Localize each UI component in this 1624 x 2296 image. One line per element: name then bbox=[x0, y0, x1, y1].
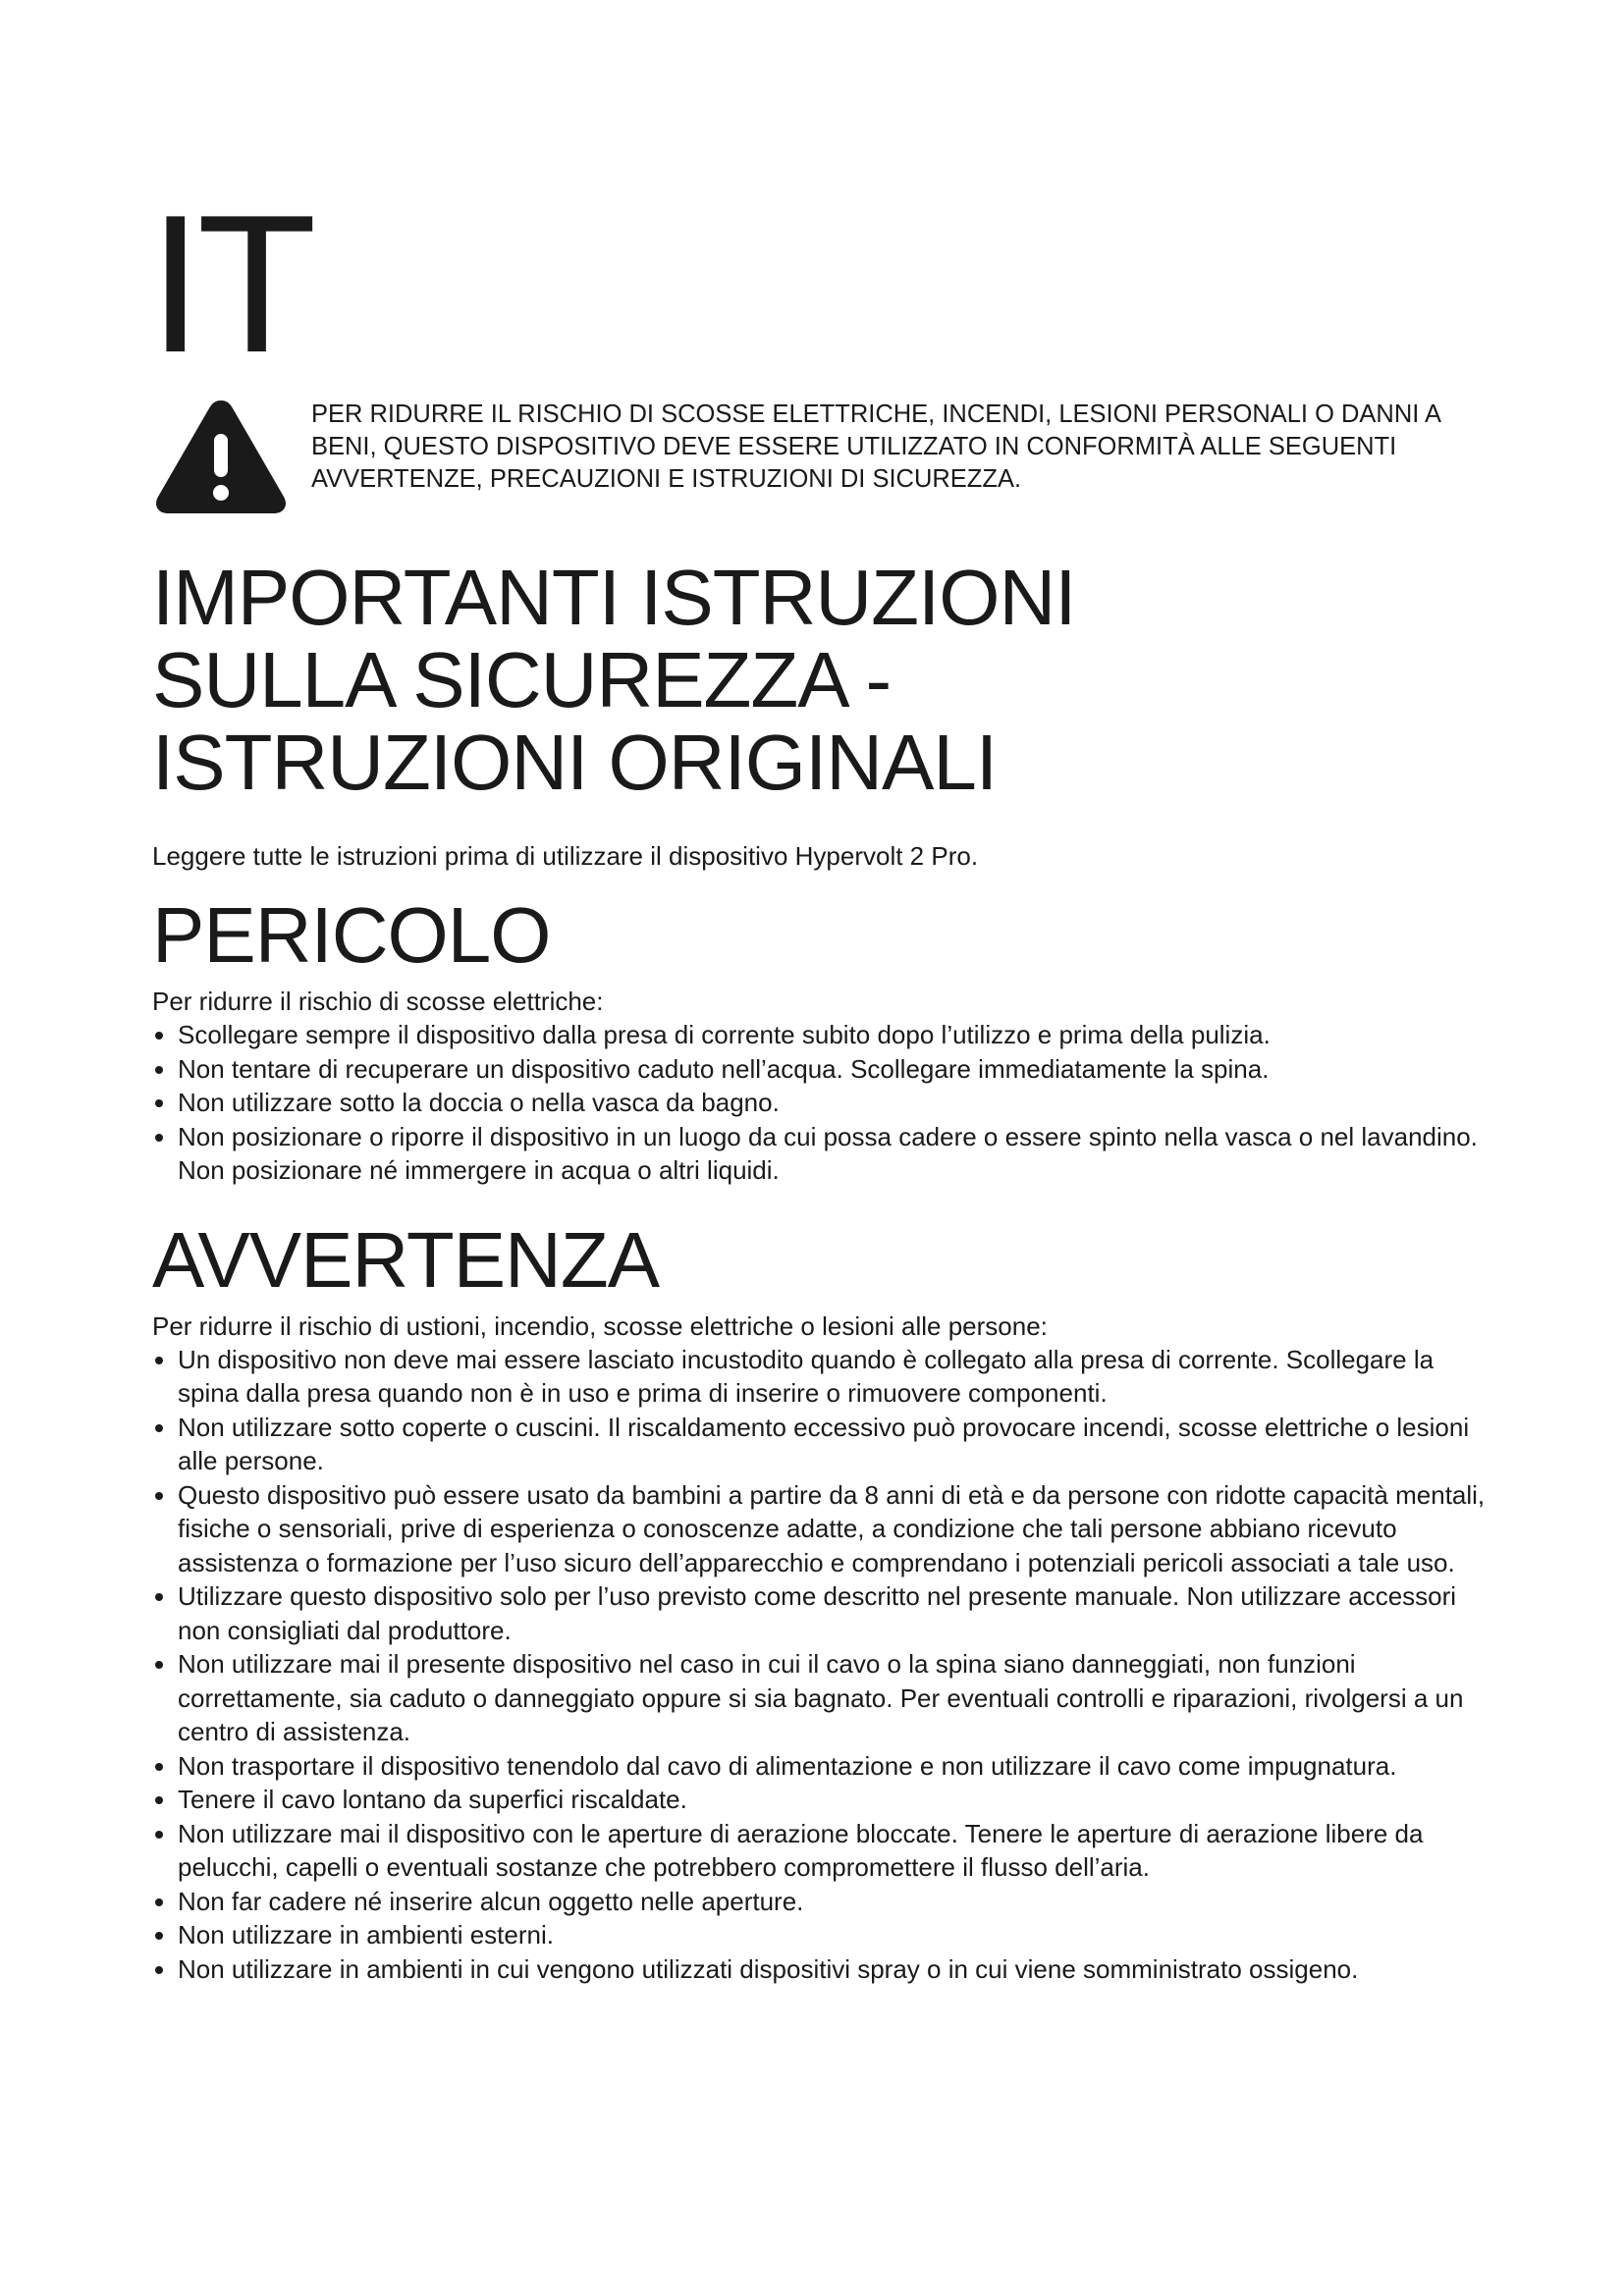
warning-list bbox=[152, 1343, 1497, 1987]
section-lead: Per ridurre il rischio di scosse elettriche: bbox=[152, 987, 604, 1016]
main-title-line: SULLA SICUREZZA - bbox=[152, 636, 892, 723]
warning-triangle-icon bbox=[152, 395, 290, 517]
list-item: Non far cadere né inserire alcun oggetto nelle aperture. bbox=[152, 1885, 1497, 1919]
list-item: Non posizionare o riporre il dispositivo in un luogo da cui possa cadere o essere spinto nella vasca o nel lavandino. Non posizionare né immergere in acqua o altri liquidi. bbox=[152, 1120, 1497, 1188]
list-item: Tenere il cavo lontano da superfici riscaldate. bbox=[152, 1783, 1497, 1817]
section-lead: Per ridurre il rischio di ustioni, incendio, scosse elettriche o lesioni alle persone: bbox=[152, 1310, 1048, 1341]
warning-section bbox=[152, 1215, 1497, 1987]
list-item: Non trasportare il dispositivo tenendolo dal cavo di alimentazione e non utilizzare il cavo come impugnatura. bbox=[152, 1749, 1497, 1784]
warning-text: PER RIDURRE IL RISCHIO DI SCOSSE ELETTRICHE, INCENDI, LESIONI PERSONALI O DANNI A BENI, QUESTO DISPOSITIVO DEVE ESSERE UTILIZZATO IN CONFORMITÀ ALLE SEGUENTI AVVERTENZE, PRECAUZIONI E ISTRUZIONI DI SICUREZZA. bbox=[311, 400, 1440, 493]
list-item: Utilizzare questo dispositivo solo per l’uso previsto come descritto nel presente manuale. Non utilizzare accessori non consigliati dal produttore. bbox=[152, 1579, 1497, 1647]
intro-text: Leggere tutte le istruzioni prima di utilizzare il dispositivo Hypervolt 2 Pro. bbox=[152, 841, 979, 871]
list-item: Non utilizzare mai il presente dispositivo nel caso in cui il cavo o la spina siano danneggiati, non funzioni correttamente, sia caduto o danneggiato oppure si sia bagnato. Per eventuali controlli e riparazioni, rivolgersi a un centro di assistenza. bbox=[152, 1647, 1497, 1749]
list-item: Non utilizzare in ambienti in cui vengono utilizzati dispositivi spray o in cui viene somministrato ossigeno. bbox=[152, 1952, 1497, 1987]
list-item: Non utilizzare sotto la doccia o nella vasca da bagno. bbox=[152, 1086, 1497, 1120]
list-item: Scollegare sempre il dispositivo dalla presa di corrente subito dopo l’utilizzo e prima della pulizia. bbox=[152, 1018, 1497, 1052]
main-title bbox=[152, 554, 1497, 806]
danger-section bbox=[152, 890, 1497, 1188]
section-title-warning: AVVERTENZA bbox=[152, 1215, 660, 1304]
list-item: Non tentare di recuperare un dispositivo caduto nell’acqua. Scollegare immediatamente la spina. bbox=[152, 1052, 1497, 1087]
list-item: Non utilizzare sotto coperte o cuscini. Il riscaldamento eccessivo può provocare incendi, scosse elettriche o lesioni alle persone. bbox=[152, 1411, 1497, 1478]
section-title-danger: PERICOLO bbox=[152, 891, 551, 979]
main-title-line: IMPORTANTI ISTRUZIONI bbox=[152, 554, 1076, 641]
list-item: Non utilizzare mai il dispositivo con le aperture di aerazione bloccate. Tenere le aperture di aerazione libere da pelucchi, capelli o eventuali sostanze che potrebbero compromettere il flusso dell’aria. bbox=[152, 1817, 1497, 1885]
list-item: Questo dispositivo può essere usato da bambini a partire da 8 anni di età e da persone con ridotte capacità mentali, fisiche o sensoriali, prive di esperienza o conoscenze adatte, a condizione che tali persone abbiano ricevuto assistenza o formazione per l’uso sicuro dell’apparecchio e comprendano i potenziali pericoli associati a tale uso. bbox=[152, 1478, 1497, 1580]
document-page bbox=[148, 175, 1497, 2013]
safety-warning-block bbox=[152, 393, 1497, 517]
main-title-line: ISTRUZIONI ORIGINALI bbox=[152, 719, 998, 806]
list-item: Non utilizzare in ambienti esterni. bbox=[152, 1918, 1497, 1952]
language-code: IT bbox=[148, 175, 311, 394]
danger-list bbox=[152, 1018, 1497, 1188]
list-item: Un dispositivo non deve mai essere lasciato incustodito quando è collegato alla presa di corrente. Scollegare la spina dalla presa quando non è in uso e prima di inserire o rimuovere componenti. bbox=[152, 1343, 1497, 1411]
